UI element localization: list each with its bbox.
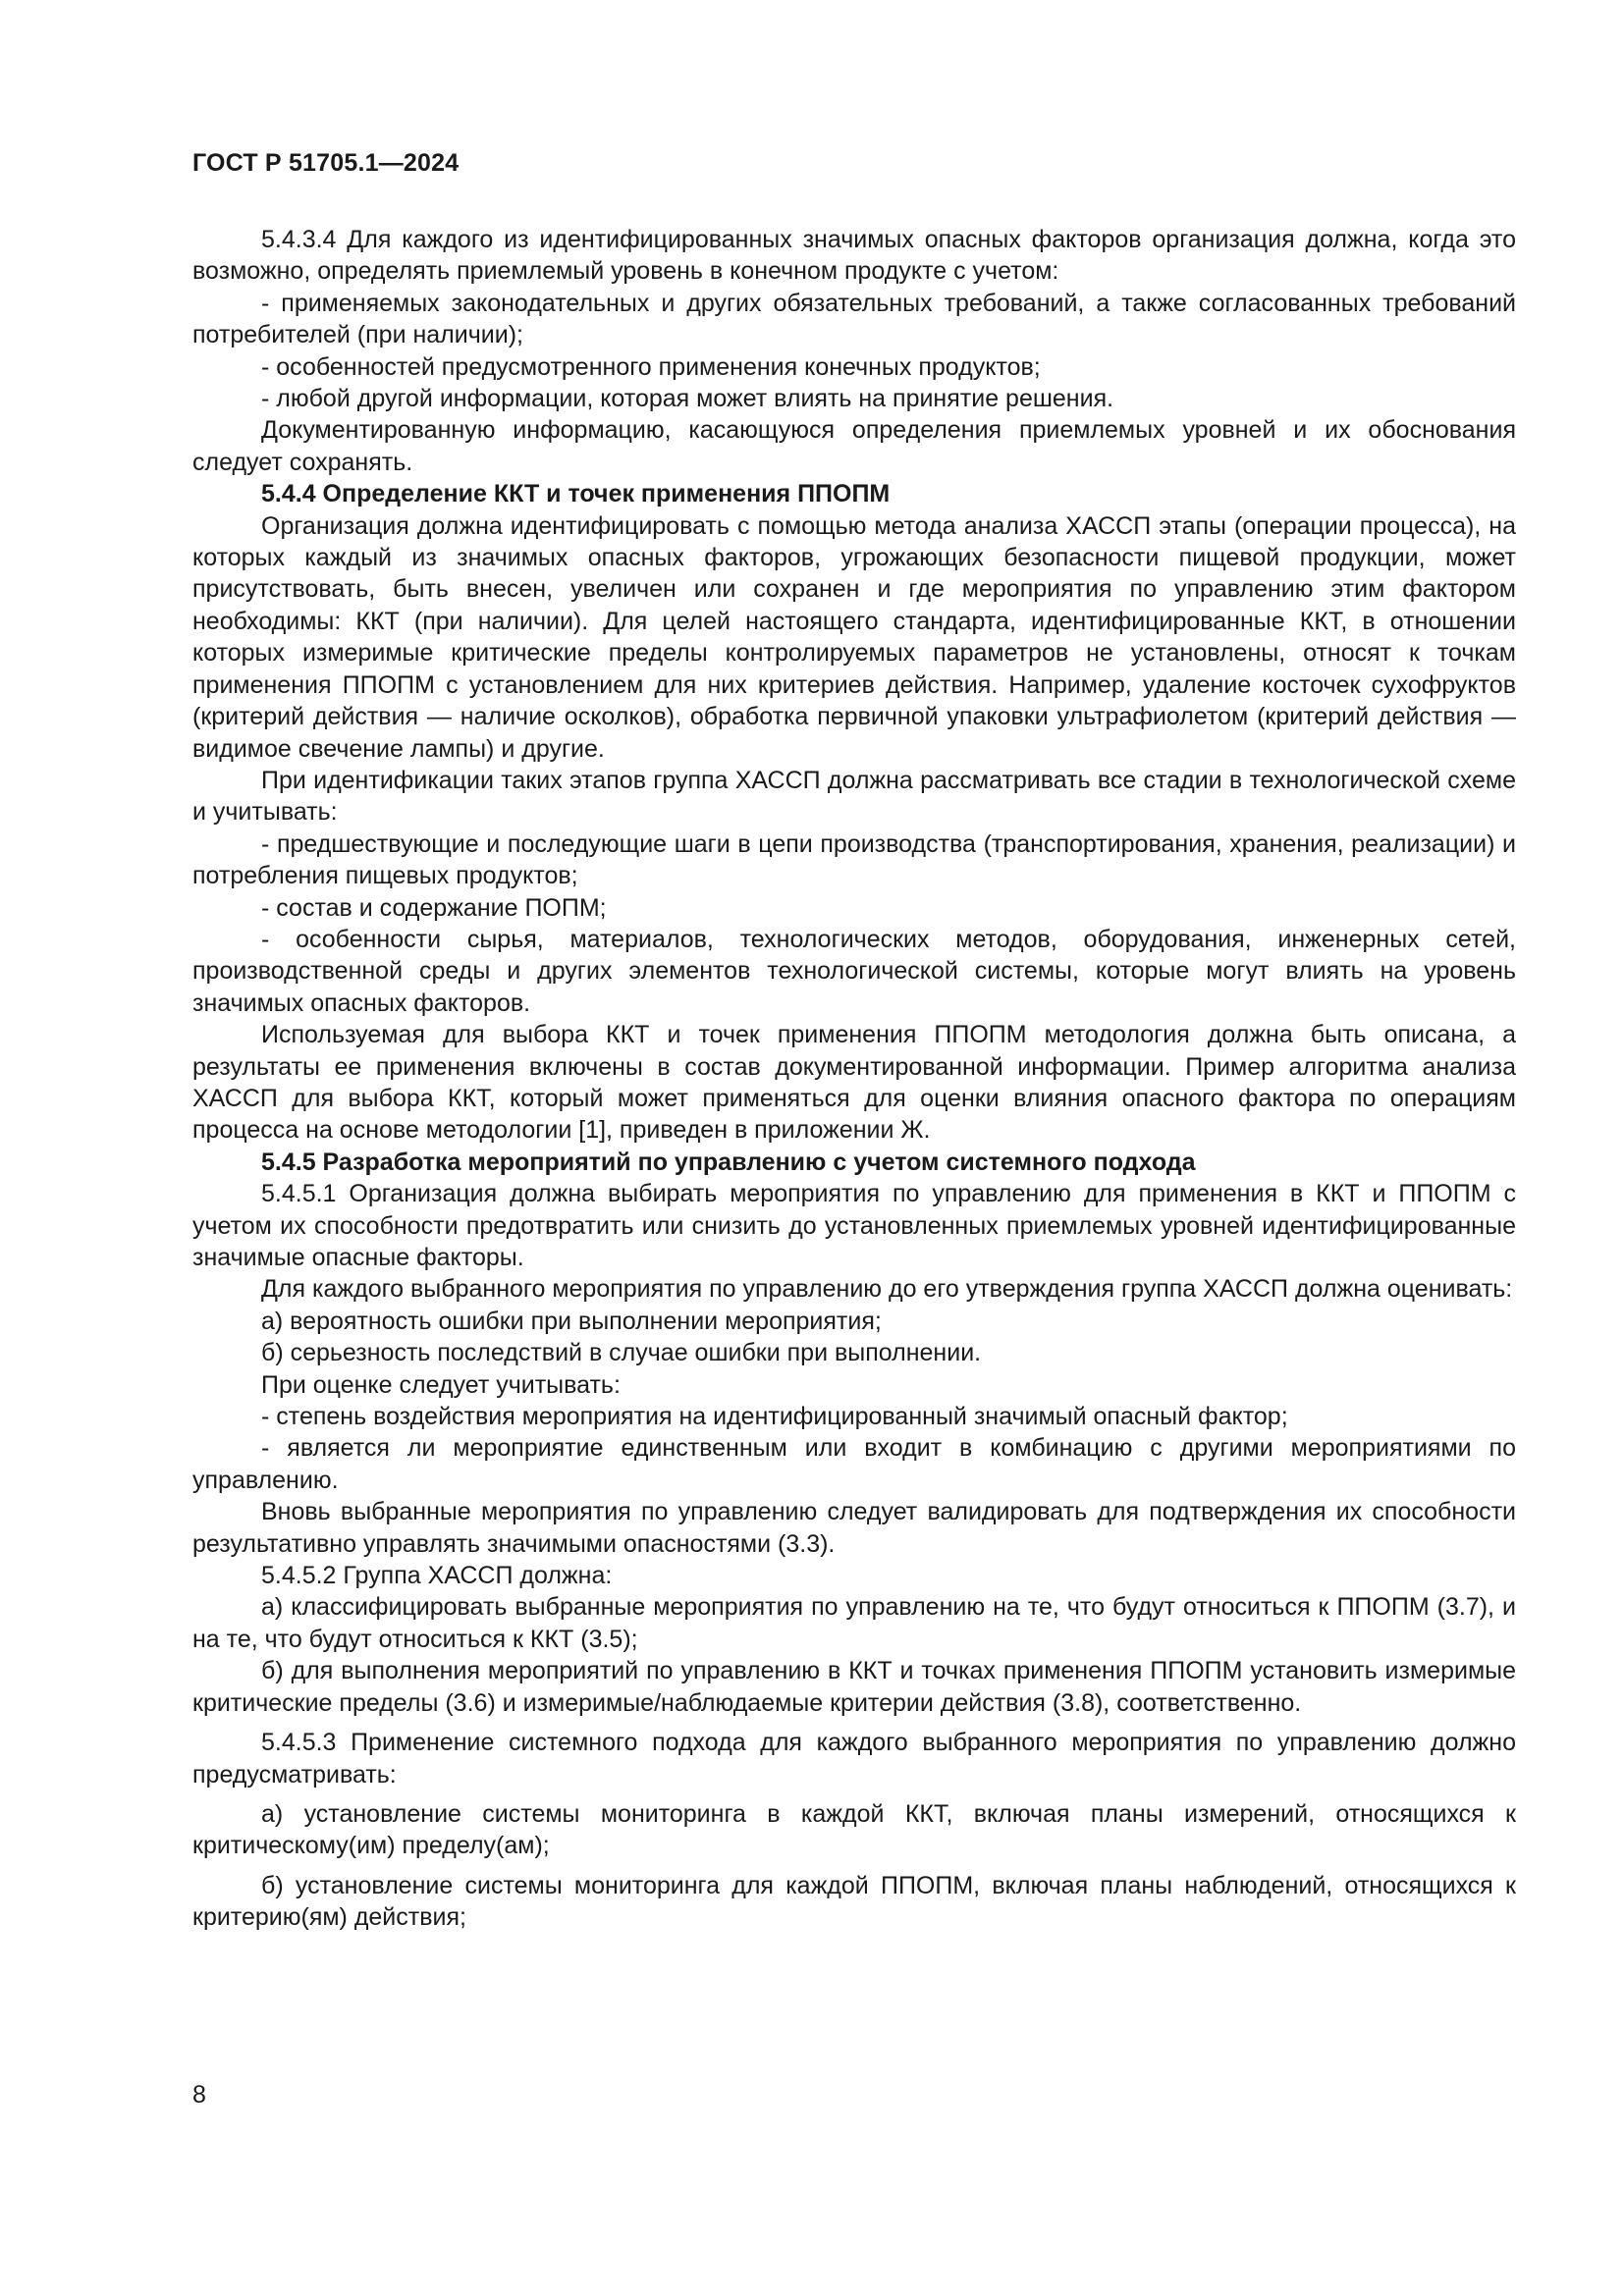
list-item: - является ли мероприятие единственным или входит в комбинацию с другими мероприятиями по управлению. (192, 1434, 1516, 1494)
list-item: б) серьезность последствий в случае ошибки при выполнении. (261, 1339, 982, 1367)
list-item: б) установление системы мониторинга для каждой ППОПМ, включая планы наблюдений, относящихся к критерию(ям) действия; (192, 1871, 1516, 1932)
document-header: ГОСТ Р 51705.1—2024 (192, 149, 460, 177)
paragraph: Используемая для выбора ККТ и точек применения ППОПМ методология должна быть описана, а результаты ее применения включены в состав документированной информации. Пример алгоритма анализа ХАССП для выбора ККТ, который может применяться для оценки влияния опасного фактора по операциям процесса на основе методологии [1], приведен в приложении Ж. (192, 1021, 1516, 1145)
list-item: - особенности сырья, материалов, технологических методов, оборудования, инженерных сетей, производственной среды и других элементов технологической системы, которые могут влиять на уровень значимых опасных факторов. (192, 925, 1516, 1017)
paragraph-5-4-5-1: 5.4.5.1 Организация должна выбирать мероприятия по управлению для применения в ККТ и ППОПМ с учетом их способности предотвратить или снизить до установленных приемлемых уровней идентифицированные значимые опасные факторы. (192, 1180, 1516, 1271)
list-item: - применяемых законодательных и других обязательных требований, а также согласованных требований потребителей (при наличии); (192, 289, 1516, 349)
list-item: а) вероятность ошибки при выполнении мероприятия; (261, 1307, 882, 1335)
list-item: - особенностей предусмотренного применения конечных продуктов; (261, 352, 1041, 381)
page-number: 8 (192, 2081, 206, 2109)
paragraph: Организация должна идентифицировать с помощью метода анализа ХАССП этапы (операции процесса), на которых каждый из значимых опасных факторов, угрожающих безопасности пищевой продукции, может присутствовать, быть внесен, увеличен или сохранен и где мероприятия по управлению этим фактором необходимы: ККТ (при наличии). Для целей настоящего стандарта, идентифицированные ККТ, в отношении которых измеримые критические пределы контролируемых параметров не установлены, относят к точкам применения ППОПМ с установлением для них критериев действия. Например, удаление косточек сухофруктов (критерий действия — наличие осколков), обработка первичной упаковки ультрафиолетом (критерий действия — видимое свечение лампы) и другие. (192, 511, 1516, 763)
list-item: - состав и содержание ПОПМ; (261, 893, 607, 922)
paragraph-5-4-5-3: 5.4.5.3 Применение системного подхода для каждого выбранного мероприятия по управлению должно предусматривать: (192, 1729, 1516, 1789)
paragraph-5-4-5-2: 5.4.5.2 Группа ХАССП должна: (261, 1562, 613, 1590)
list-item: б) для выполнения мероприятий по управлению в ККТ и точках применения ППОПМ установить измеримые критические пределы (3.6) и измеримые/наблюдаемые критерии действия (3.8), соответственно. (192, 1657, 1516, 1717)
paragraph-5-4-3-4: 5.4.3.4 Для каждого из идентифицированных значимых опасных факторов организация должна, когда это возможно, определять приемлемый уровень в конечном продукте с учетом: (192, 226, 1516, 286)
list-item: - любой другой информации, которая может влиять на принятие решения. (261, 385, 1114, 413)
section-heading-5-4-5: 5.4.5 Разработка мероприятий по управлению с учетом системного подхода (261, 1148, 1196, 1176)
paragraph: При идентификации таких этапов группа ХАССП должна рассматривать все стадии в технологической схеме и учитывать: (192, 766, 1516, 827)
list-item: - степень воздействия мероприятия на идентифицированный значимый опасный фактор; (261, 1403, 1288, 1431)
paragraph: Для каждого выбранного мероприятия по управлению до его утверждения группа ХАССП должна оценивать: (261, 1275, 1513, 1304)
section-heading-5-4-4: 5.4.4 Определение ККТ и точек применения ППОПМ (261, 480, 891, 508)
paragraph: Документированную информацию, касающуюся определения приемлемых уровней и их обоснования следует сохранять. (192, 416, 1516, 476)
paragraph: При оценке следует учитывать: (261, 1370, 621, 1399)
paragraph: Вновь выбранные мероприятия по управлению следует валидировать для подтверждения их способности результативно управлять значимыми опасностями (3.3). (192, 1498, 1516, 1558)
document-body (192, 224, 1516, 1934)
list-item: а) установление системы мониторинга в каждой ККТ, включая планы измерений, относящихся к критическому(им) пределу(ам); (192, 1799, 1516, 1860)
list-item: а) классифицировать выбранные мероприятия по управлению на те, что будут относиться к ППОПМ (3.7), и на те, что будут относиться к ККТ (3.5); (192, 1593, 1516, 1653)
list-item: - предшествующие и последующие шаги в цепи производства (транспортирования, хранения, реализации) и потребления пищевых продуктов; (192, 829, 1516, 890)
